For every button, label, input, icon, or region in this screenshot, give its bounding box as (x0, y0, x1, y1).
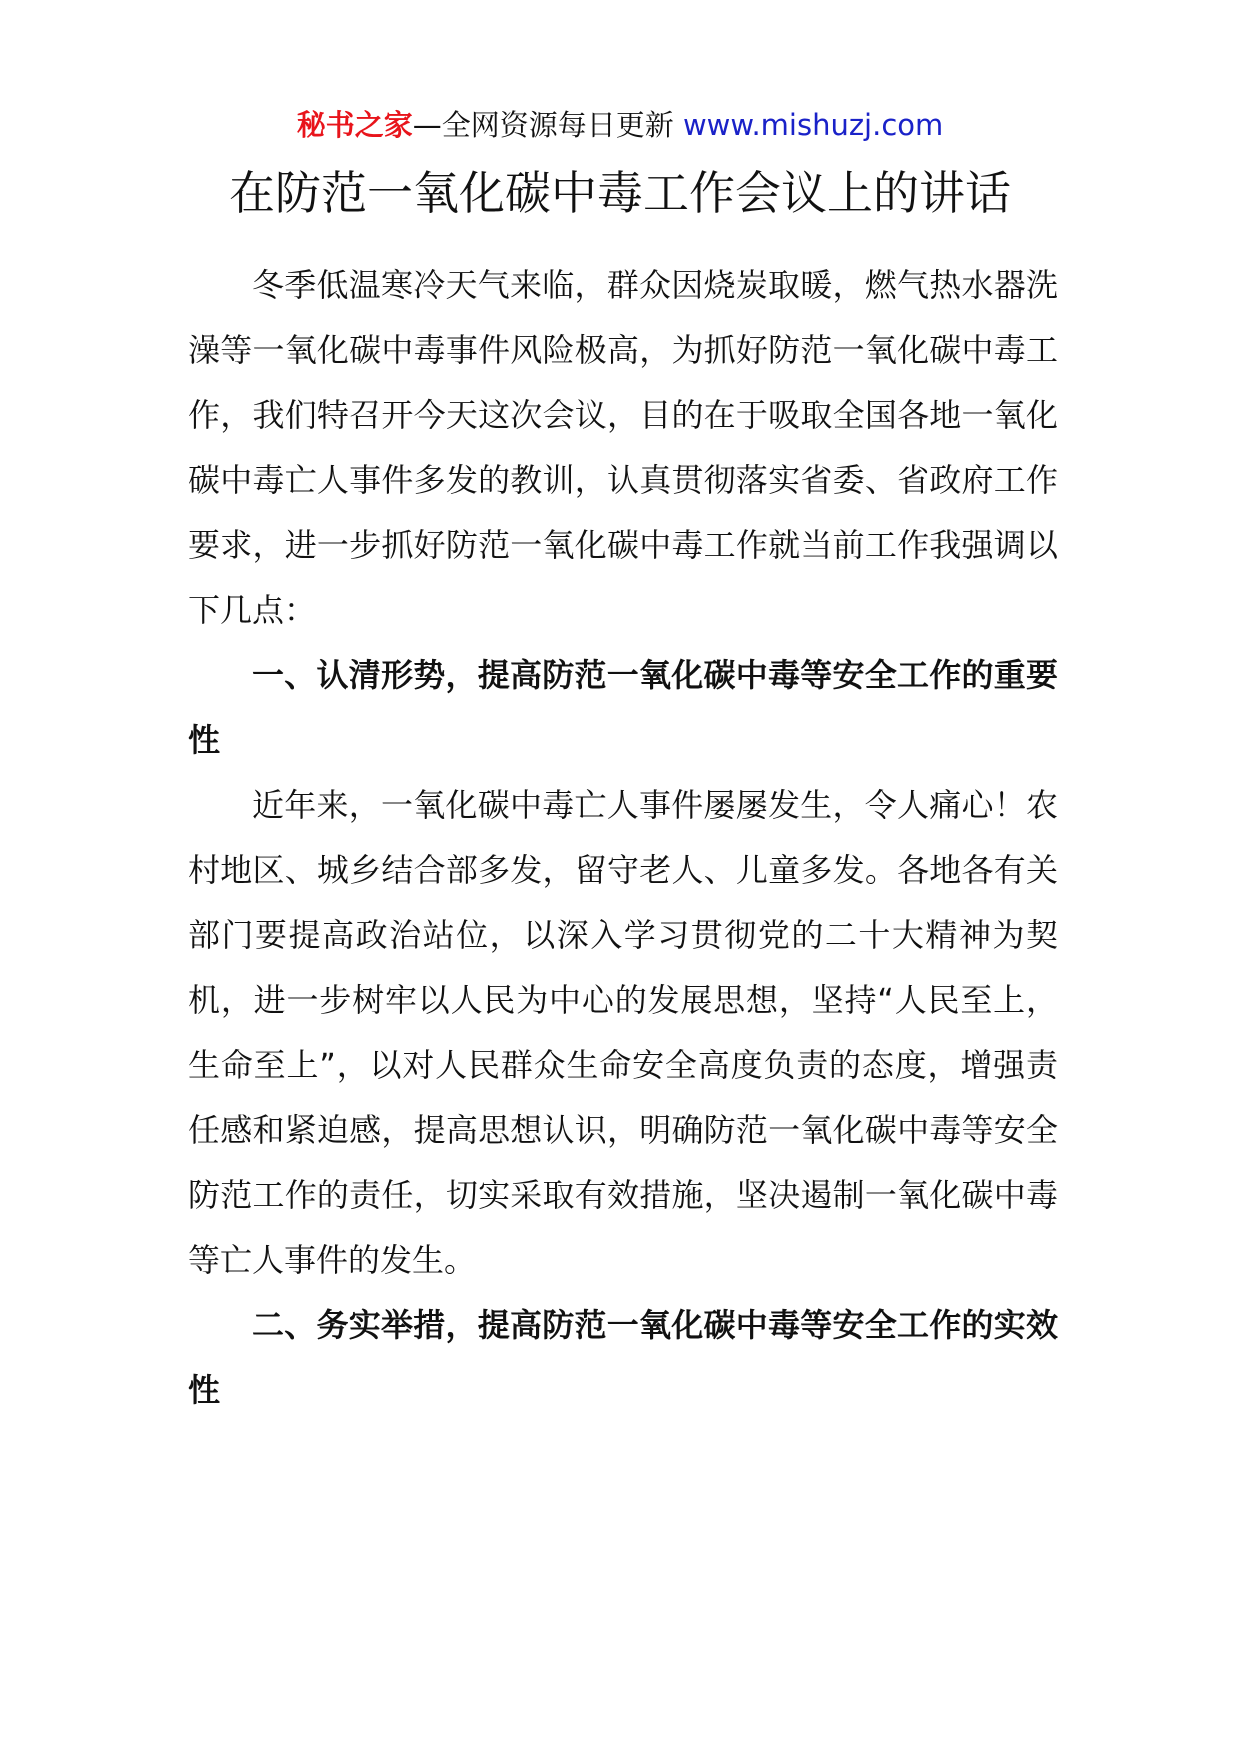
paragraph-text: 冬季低温寒冷天气来临，群众因烧炭取暖，燃气热水器洗澡等一氧化碳中毒事件风险极高，为抓好防范一氧化碳中毒工作，我们特召开今天这次会议，目的在于吸取全国各地一氧化碳中毒亡人事件多发的教训，认真贯彻落实省委、省政府工作要求，进一步抓好防范一氧化碳中毒工作就当前工作我强调以下几点： (188, 266, 1058, 629)
section-heading-1 (188, 643, 1058, 773)
site-watermark (0, 100, 1240, 150)
section-1-paragraph (188, 773, 1058, 1293)
watermark-tagline: —全网资源每日更新 (412, 108, 683, 142)
watermark-brand: 秘书之家 (296, 108, 413, 142)
section-heading-2 (188, 1293, 1058, 1423)
paragraph-text: 近年来，一氧化碳中毒亡人事件屡屡发生，令人痛心！农村地区、城乡结合部多发，留守老人、儿童多发。各地各有关部门要提高政治站位，以深入学习贯彻党的二十大精神为契机，进一步树牢以人民为中心的发展思想，坚持“人民至上，生命至上”，以对人民群众生命安全高度负责的态度，增强责任感和紧迫感，提高思想认识，明确防范一氧化碳中毒等安全防范工作的责任，切实采取有效措施，坚决遏制一氧化碳中毒等亡人事件的发生。 (188, 786, 1058, 1279)
heading-text: 二、务实举措，提高防范一氧化碳中毒等安全工作的实效性 (188, 1306, 1058, 1409)
intro-paragraph (188, 253, 1058, 643)
watermark-url[interactable]: www.mishuzj.com (682, 108, 944, 142)
document-title: 在防范一氧化碳中毒工作会议上的讲话 (229, 166, 1011, 220)
heading-text: 一、认清形势，提高防范一氧化碳中毒等安全工作的重要性 (188, 656, 1058, 759)
